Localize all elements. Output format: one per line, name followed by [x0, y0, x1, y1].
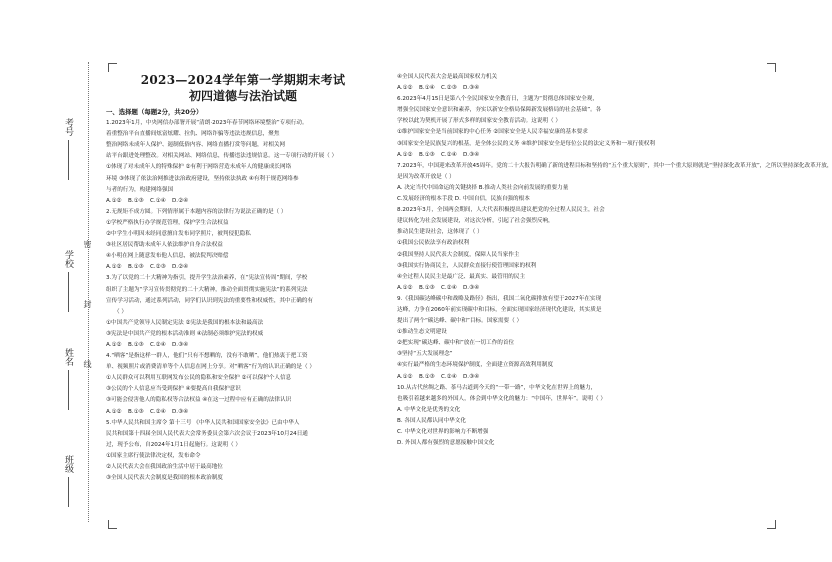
exam-no-label: 考号 [63, 118, 73, 136]
question-stem: 站平台跟进处理整改。对相关网站、网络信息，传播违法违规信息。这一专项行动的开展（ ） [106, 153, 338, 160]
page-corner-bottom-right [767, 520, 776, 529]
question-10 [397, 383, 641, 450]
exam-subtitle: 初四道德与法治试题 [188, 89, 297, 103]
class-field[interactable] [68, 477, 69, 507]
question-option: ②人民代表大会在我国政治生活中居于最高地位 [106, 464, 223, 470]
question-stem: 提出了两个“碳达峰、碳中和”目标。国家需要（ ） [397, 318, 523, 325]
choice-a[interactable]: A. 决定当代中国命运的关键抉择 B.推动人类社会向前发展的重要力量 [397, 184, 569, 191]
question-stem: 9.《我国碳达峰碳中和战略及路径》指出，我国二氧化碳排放有望于2027年在实现 [397, 295, 602, 302]
choice-b[interactable]: B.①③ [128, 264, 144, 271]
question-option: ③我国实行协商民主，人民群众直接行使管理国家的权利 [397, 262, 537, 269]
question-stem: 增强全民国家安全意识和素养，夯实以新安全格局保障新发展格局的社会基础”。各 [397, 107, 602, 114]
class-label: 班级 [63, 455, 73, 473]
right-column [397, 72, 832, 449]
question-option: ④实行最严格的生态环境保护制度，全面建立资源高效利用制度 [397, 362, 554, 369]
choice-d[interactable]: D.③④ [172, 341, 189, 348]
question-stem: 单、视频照片或消费清单等个人信息在网上分享。对“晒客”行为的认识正确的是（ ） [106, 364, 315, 371]
question-option: ①我国公民依法享有政治权利 [397, 240, 470, 247]
question-5 [106, 418, 380, 485]
choice-c[interactable]: C.①④ [150, 197, 166, 204]
choice-a[interactable]: A.①② [106, 197, 122, 204]
question-option: ③社区居民帮助未成年人依法维护自身合法权益 [106, 242, 223, 249]
page-corner-bottom-left [108, 520, 117, 529]
choice-d[interactable]: D.③④ [463, 151, 480, 158]
choice-b[interactable]: B. 各国人民都认同中华文化 [397, 417, 466, 424]
page-corner-top-left [108, 63, 117, 72]
choice-a[interactable]: A.①② [397, 373, 413, 380]
question-option: ②我国坚持人民代表大会制度，保障人民当家作主 [397, 251, 520, 258]
choice-c[interactable]: C.②④ [150, 408, 166, 415]
choice-d[interactable]: D. 外国人都有强烈的意愿接触中国文化 [397, 440, 495, 447]
question-3 [106, 273, 380, 351]
question-stem: 7.2023年，中国迎来改革开放45周年。党的二十大报告明确了新的进程目标和坚持的“五个重大原则”，其中一个重大原则就是“坚持深化改革开放”，之所以坚持深化改革开放， [397, 162, 832, 169]
question-option: ③国家安全是民族复兴的根基，是全体公民的义务 ④维护国家安全是每位公民的法定义务和一项行使权利 [397, 140, 655, 147]
question-8 [397, 205, 641, 294]
choice-c[interactable]: C.②④ [150, 341, 166, 348]
question-5-continued [397, 72, 641, 94]
question-stem: 是因为改革开放是（ ） [397, 173, 455, 180]
question-stem: 宣传学习活动，通过系列活动，同学们认识到宪法的重要性和权威性，其中正确的有 [106, 297, 313, 304]
question-stem: 达峰，力争在2060年前实现碳中和目标，全面实现国家经济现代化建设，其实质是 [397, 306, 602, 313]
question-stem: 10.从古代丝绸之路、茶马古道到今天的“一带一路”，中华文化在世界上的魅力， [397, 384, 597, 391]
question-stem: 3.为了以党的二十大精神为指引，提升学生法治素养，在“宪法宣传周”期间，学校 [106, 275, 308, 282]
question-stem: 2.无规矩不成方圆。下列情形属于本题内容的法律行为说法正确的是（ ） [106, 208, 287, 215]
question-option: ③宪法是中国共产党的根本活动准则 ④法制必须维护宪法的权威 [106, 330, 264, 337]
question-option: ③坚持“五大发展理念” [397, 351, 453, 358]
choice-a[interactable]: A.①② [106, 264, 122, 271]
question-option: ①中国共产党领导人民制定宪法 ②宪法是我国的根本法和最高法 [106, 319, 264, 326]
choice-a[interactable]: A.①② [397, 151, 413, 158]
choice-d[interactable]: D.③④ [463, 85, 480, 92]
question-option: ①体现了对未成年人的特殊保护 ②有利于网络营造未成年人的健康成长网络 [106, 164, 292, 171]
choice-b[interactable]: B.①④ [419, 85, 435, 92]
question-option: ③全国人民代表大会制度是我国的根本政治制度 [106, 475, 223, 482]
question-6 [397, 94, 655, 161]
choice-b[interactable]: B.①③ [128, 408, 144, 415]
question-option: ④全过程人民民主是最广泛、最真实、最管用的民主 [397, 273, 526, 280]
choice-d[interactable]: D.③④ [463, 284, 480, 291]
question-option: ④小明在网上随意发布他人信息，被法院判决赔偿 [106, 253, 229, 260]
name-label: 姓名 [63, 348, 73, 366]
question-2 [106, 207, 380, 274]
question-stem: 推动民生建设社会，这体现了（ ） [397, 229, 483, 236]
question-stem: 民共和国第十四届全国人民代表大会常务委员会第六次会议于2023年10月24日通 [106, 430, 308, 437]
choice-d[interactable]: D.②④ [172, 197, 189, 204]
choice-b[interactable]: B.①③ [419, 373, 435, 380]
question-stem: （ ） [114, 308, 127, 315]
seal-char-mi: 密 [83, 240, 92, 248]
choice-b[interactable]: B.①③ [419, 151, 435, 158]
choice-b[interactable]: B.①③ [128, 341, 144, 348]
question-option: 环境 ③体现了依法治网推进法治政府建设，坚持依法执政 ④有利于规范网络参 [106, 175, 299, 182]
question-option: ②中学生小明因未经同意擅自发布同学照片，被判侵犯隐私 [106, 231, 251, 238]
question-stem: 1.2023年1月，中央网信办部署开展“清朗·2023年春节网络环境整治”专项行动。 [106, 120, 308, 127]
question-4 [106, 351, 380, 418]
seal-char-feng: 封 [83, 300, 92, 308]
question-option: ③可能会侵害他人的隐私权等合法权益 ④在这一过程中应有正确的法律认识 [106, 397, 292, 404]
choice-c[interactable]: C.②③ [441, 85, 457, 92]
question-stem: 整治网络未成年人保护、遏制低俗内容、网络直播打赏等问题，对相关网 [106, 142, 286, 149]
school-label: 学校 [63, 250, 73, 268]
section-heading: 一、选择题（每题2分，共20分） [106, 108, 203, 116]
question-option: 与者的行为，构建网络强国 [106, 186, 174, 193]
question-stem: 4.“晒客”是指这样一群人，他们“只有不想晒的，没有不敢晒”，他们热衷于把工资 [106, 353, 308, 360]
choice-c[interactable]: C.②③ [150, 264, 166, 271]
choice-a[interactable]: A.①② [397, 85, 413, 92]
choice-c[interactable]: C. 中华文化对世界的影响力不断增强 [397, 429, 489, 435]
question-option: ①推动生态文明建设 [397, 329, 447, 336]
choice-d[interactable]: D.③④ [172, 408, 189, 415]
choice-d[interactable]: D.③④ [463, 373, 480, 380]
choice-a[interactable]: A.①② [106, 341, 122, 348]
exam-no-field[interactable] [68, 140, 69, 180]
question-option: ③公民的个人信息应当受到保护 ④要提高自我保护意识 [106, 386, 241, 393]
question-stem: 学校以此为契机开展了形式多样的国家安全教育活动。这说明（ ） [397, 118, 561, 125]
choice-b[interactable]: B.①③ [419, 284, 435, 291]
choice-d[interactable]: D.②④ [172, 264, 189, 271]
question-stem: 6.2023年4月15日是第八个全民国家安全教育日，主题为“贯彻总体国家安全观， [397, 96, 598, 103]
choice-a[interactable]: A.①② [106, 408, 122, 415]
exam-title: 2023—2024学年第一学期期末考试 [140, 73, 346, 87]
choice-c[interactable]: C.②④ [441, 373, 457, 380]
seal-line [88, 62, 89, 522]
question-1 [106, 118, 380, 207]
choice-b[interactable]: B.①③ [128, 197, 144, 204]
school-field[interactable] [68, 272, 69, 312]
question-option: ①国家主席行使法律决定权，发布命令 [106, 452, 201, 459]
choice-c[interactable]: C.发展经济的根本手段 D. 中国自信，民族自强的根本 [397, 196, 530, 203]
page-corner-top-right [767, 63, 776, 72]
question-stem: 8.2023年3月，全国两会期间，人大代表积极提出建议把党的全过程人民民主，社会 [397, 207, 605, 214]
question-stem: 组织了主题为“学习宣传贯彻党的二十大精神，推动全面贯彻实施宪法”的系列宪法 [106, 286, 308, 293]
question-option: ①人民群众可以利用互联网发布公民的隐私和安全保护 ②可以保护个人信息 [106, 375, 292, 382]
question-stem: 过，现予公布，自2024年1月1日起施行。这说明（ ） [106, 441, 242, 448]
question-7 [397, 161, 832, 205]
choice-c[interactable]: C.②④ [441, 151, 457, 158]
question-stem: 5.中华人民共和国主席令 第十三号 《中华人民共和国国家安全法》已由中华人 [106, 419, 300, 426]
choice-a[interactable]: A. 中华文化是优秀的文化 [397, 406, 461, 413]
choice-a[interactable]: A.①② [397, 284, 413, 291]
question-9 [397, 294, 641, 383]
question-option: ①维护国家安全是当前国家的中心任务 ②国家安全是人民幸福安康的基本要求 [397, 129, 588, 136]
name-field[interactable] [68, 370, 69, 410]
question-option: ④全国人民代表大会是最高国家权力机关 [397, 74, 498, 80]
question-option: ②把实现“碳达峰、碳中和”放在一切工作的首位 [397, 340, 515, 347]
choice-c[interactable]: C.②④ [441, 284, 457, 291]
question-option: ①学校严格执行办学规范管理，保护学生合法权益 [106, 219, 229, 226]
left-column [106, 72, 380, 484]
seal-char-xian: 线 [83, 360, 92, 368]
question-stem: 着重整治平台直播间炫富炫耀、拉仇、网络诈骗等违法违规信息，聚焦 [106, 131, 280, 138]
question-stem: 建议转化为社会发展建设，对这次分析，引起了社会强烈反响， [397, 218, 554, 225]
question-stem: 也吸引着越来越多的外国人，体会到中华文化的魅力：“中国年，世界年”。说明（ ） [397, 395, 606, 402]
